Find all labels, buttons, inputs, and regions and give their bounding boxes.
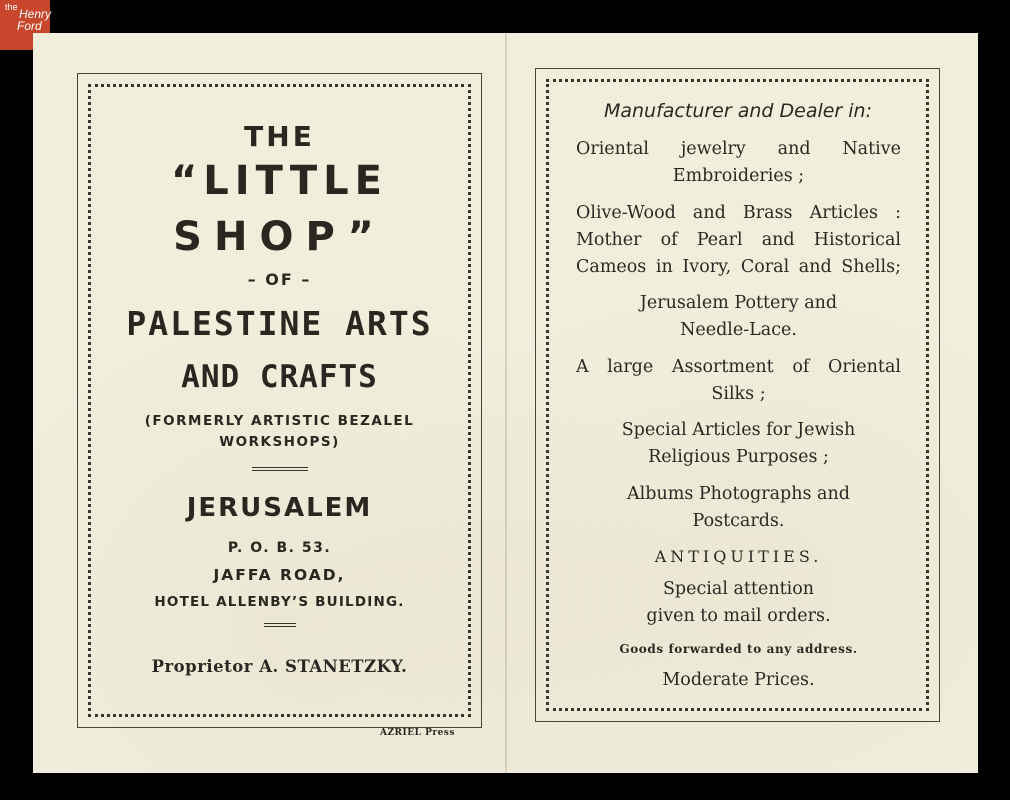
center-fold	[505, 33, 507, 773]
title-little: “LITTLE	[171, 158, 388, 204]
title-shop: SHOP”	[173, 214, 386, 260]
title-palestine-arts: PALESTINE ARTS	[126, 304, 433, 343]
left-panel-content	[87, 84, 472, 719]
list-item: Silks ;	[711, 384, 766, 404]
po-box: P. O. B. 53.	[227, 540, 332, 556]
list-item: Olive-Wood and Brass Articles :	[576, 203, 901, 223]
watermark-the: the	[5, 2, 18, 12]
mail-orders-line-2: given to mail orders.	[646, 606, 831, 626]
list-item: Needle-Lace.	[680, 320, 797, 340]
building-address: HOTEL ALLENBY’S BUILDING.	[154, 594, 405, 610]
list-item: Mother of Pearl and Historical	[576, 230, 901, 250]
list-item: Oriental jewelry and Native	[576, 139, 901, 159]
antiquities-label: ANTIQUITIES.	[654, 547, 823, 566]
city-name: JERUSALEM	[186, 493, 373, 523]
title-of: – OF –	[247, 270, 312, 289]
formerly-note: (FORMERLY ARTISTIC BEZALEL WORKSHOPS)	[144, 413, 415, 450]
list-item: Jerusalem Pottery and	[639, 293, 838, 313]
list-item: Postcards.	[692, 511, 785, 531]
watermark-henry: Henry	[19, 7, 52, 21]
double-rule-bottom	[264, 623, 296, 627]
street-address: JAFFA ROAD,	[213, 566, 346, 584]
list-item: Embroideries ;	[672, 166, 805, 186]
mail-orders-line-1: Special attention	[662, 579, 815, 599]
printer-credit: AZRIEL Press	[380, 728, 455, 738]
list-item: Albums Photographs and	[627, 484, 850, 504]
double-rule-top	[252, 467, 308, 471]
moderate-prices: Moderate Prices.	[662, 670, 815, 690]
list-item: A large Assortment of Oriental	[576, 357, 901, 377]
title-and-crafts: AND CRAFTS	[181, 359, 378, 395]
right-panel-content	[548, 80, 928, 710]
list-item: Cameos in Ivory, Coral and Shells;	[576, 257, 901, 277]
goods-forwarded-note: Goods forwarded to any address.	[619, 642, 858, 656]
title-the: THE	[244, 120, 315, 153]
watermark-ford: Ford	[17, 19, 42, 33]
list-item: Special Articles for Jewish	[621, 420, 856, 440]
proprietor-line: Proprietor A. STANETZKY.	[151, 657, 408, 676]
dealer-heading: Manufacturer and Dealer in:	[603, 100, 873, 122]
list-item: Religious Purposes ;	[648, 447, 829, 467]
